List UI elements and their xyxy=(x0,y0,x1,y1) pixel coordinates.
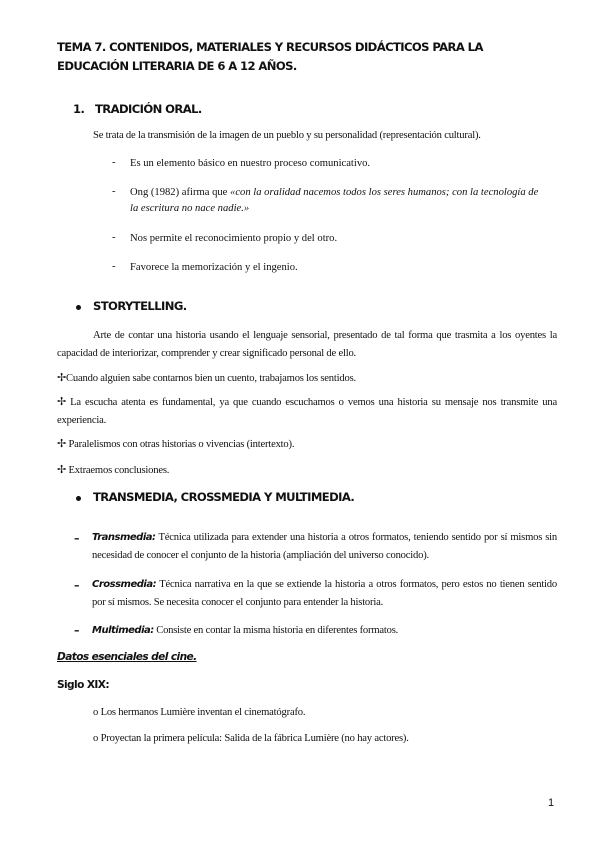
storytelling-point xyxy=(57,435,557,454)
term-label: Transmedia: xyxy=(92,532,156,543)
storytelling-paragraph: Arte de contar una historia usando el lenguaje sensorial, presentado de tal forma que trasmita a los oyentes la capacidad de interiorizar, comprender y crear significado personal de ello. xyxy=(57,330,557,359)
list-item: Es un elemento básico en nuestro proceso comunicativo. xyxy=(130,158,371,169)
point-text: Cuando alguien sabe contarnos bien un cuento, trabajamos los sentidos. xyxy=(66,373,356,384)
cinema-heading: Datos esenciales del cine. xyxy=(57,651,197,663)
term-definition: Técnica narrativa en la que se extiende la historia a otros formatos, pero estos no tienen sentido por sí mismos. Se necesita conocer el conjunto para entender la historia. xyxy=(92,579,557,608)
term-label: Crossmedia: xyxy=(92,579,157,590)
cinema-subheading: Siglo XIX: xyxy=(57,679,109,691)
section-heading-tradicion-oral: TRADICIÓN ORAL. xyxy=(95,102,202,116)
storytelling-point xyxy=(57,393,557,430)
cinema-item-text: Proyectan la primera película: Salida de la fábrica Lumière (no hay actores). xyxy=(100,733,409,744)
term-label: Multimedia: xyxy=(92,625,154,636)
term-dash: – xyxy=(74,532,80,545)
cross-marker: ✢ xyxy=(57,372,67,384)
list-dash: - xyxy=(112,232,116,243)
section-heading-storytelling: STORYTELLING. xyxy=(93,299,187,313)
page-number: 1 xyxy=(548,797,555,809)
section-heading-transmedia: TRANSMEDIA, CROSSMEDIA Y MULTIMEDIA. xyxy=(93,490,355,504)
point-text: La escucha atenta es fundamental, ya que cuando escuchamos o vemos una historia su mensaje nos transmite una experiencia. xyxy=(57,397,557,426)
circle-marker: o xyxy=(93,733,99,744)
term-dash: – xyxy=(74,579,80,592)
point-text: Extraemos conclusiones. xyxy=(68,465,170,476)
section-number: 1. xyxy=(73,102,85,116)
term-definition: Consiste en contar la misma historia en diferentes formatos. xyxy=(156,625,399,636)
term-dash: – xyxy=(74,624,80,637)
cinema-item-text: Los hermanos Lumière inventan el cinematógrafo. xyxy=(100,707,306,718)
list-dash: - xyxy=(112,261,116,272)
section-intro: Se trata de la transmisión de la imagen de un pueblo y su personalidad (representación cultural). xyxy=(93,130,481,141)
point-text: Paralelismos con otras historias o vivencias (intertexto). xyxy=(68,439,295,450)
definition-transmedia xyxy=(92,529,557,565)
list-item: Nos permite el reconocimiento propio y del otro. xyxy=(130,233,338,244)
circle-marker: o xyxy=(93,707,99,718)
document-title: TEMA 7. CONTENIDOS, MATERIALES Y RECURSOS DIDÁCTICOS PARA LA EDUCACIÓN LITERARIA DE 6 A 12 AÑOS. xyxy=(57,40,483,73)
storytelling-point xyxy=(57,461,557,480)
list-dash: - xyxy=(112,157,116,168)
quote-lead: Ong (1982) afirma que xyxy=(130,187,228,198)
quote-line-1: «con la oralidad nacemos todos los seres humanos; con la tecnología de xyxy=(230,187,539,198)
bullet-dot xyxy=(76,496,81,501)
quote-line-2: la escritura no nace nadie.» xyxy=(130,203,250,214)
list-item: Favorece la memorización y el ingenio. xyxy=(130,262,298,273)
cross-marker: ✢ xyxy=(57,464,67,476)
definition-multimedia xyxy=(92,622,557,640)
list-dash: - xyxy=(112,186,116,197)
bullet-dot xyxy=(76,305,81,310)
term-definition: Técnica utilizada para extender una historia a otros formatos, teniendo sentido por sí mismos sin necesidad de conocer el conjunto de la historia (ampliación del universo conocido). xyxy=(92,532,558,561)
cinema-item xyxy=(93,707,305,718)
cinema-item xyxy=(93,733,409,744)
cross-marker: ✢ xyxy=(57,396,67,408)
storytelling-point xyxy=(57,369,557,388)
cross-marker: ✢ xyxy=(57,438,67,450)
definition-crossmedia xyxy=(92,576,557,612)
